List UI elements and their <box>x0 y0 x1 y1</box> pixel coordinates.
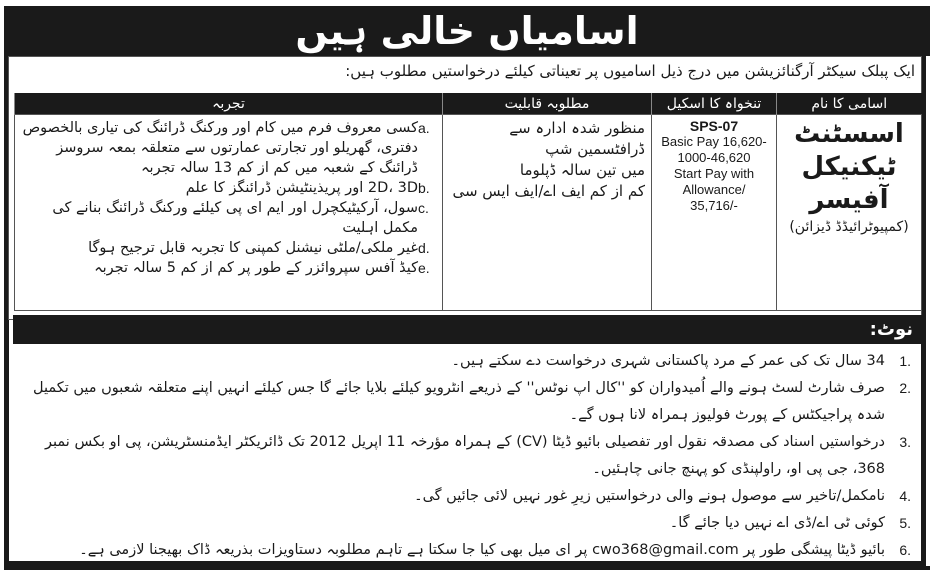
ad-title: اسامیاں خالی ہیں <box>4 6 930 56</box>
experience-text: کسی معروف فرم میں کام اور ورکنگ ڈرائنگ کی تیاری بالخصوص دفتری، گھریلو اور تجارتی عمارتوں سے متعلقہ بمعہ سروسز ڈرائنگ کے شعبہ میں کم از کم 13 سالہ تجربہ <box>22 120 418 176</box>
experience-text: غیر ملکی/ملٹی نیشنل کمپنی کا تجربہ قابل ترجیح ہوگا <box>88 240 418 256</box>
note-text: نامکمل/تاخیر سے موصول ہونے والی درخواستیں زیرِ غور نہیں لائی جائیں گی۔ <box>414 488 885 504</box>
start-pay-line1: Start Pay with <box>673 166 755 181</box>
experience-label: e. <box>418 260 430 276</box>
experience-label: d. <box>418 240 430 256</box>
post-subtitle: (کمپیوٹرائیڈڈ ڈیزائن) <box>789 219 909 235</box>
start-pay-line3: 35,716/- <box>690 198 738 213</box>
jobs-table <box>14 93 922 311</box>
notes-heading: نوٹ: <box>13 315 923 344</box>
experience-text: سول، آرکیٹیکچرل اور ایم ای پی کیلئے ورکنگ ڈرائنگ بنانے کی مکمل اہلیت <box>52 200 418 236</box>
experience-text: 2D، 3D اور پریذینٹیشن ڈرائنگز کا علم <box>185 180 418 196</box>
experience-label: c. <box>418 200 429 216</box>
note-item <box>11 510 911 537</box>
qualification-line: میں تین سالہ ڈپلوما <box>519 161 645 179</box>
note-text: بائیو ڈیٹا پیشگی طور پر cwo368@gmail.com پر ای میل بھی کیا جا سکتا ہے تاہم مطلوبہ دستاویزات بذریعہ ڈاک بھیجنا لازمی ہے۔ <box>79 542 885 558</box>
experience-item <box>21 258 436 278</box>
header-experience: تجربہ <box>15 93 443 115</box>
experience-item <box>21 238 436 258</box>
basic-pay-line2: 1000-46,620 <box>677 150 751 165</box>
note-number: 4. <box>899 488 911 504</box>
experience-item <box>21 198 436 238</box>
note-number: 1. <box>899 353 911 369</box>
note-item <box>11 375 911 429</box>
experience-text: کیڈ آفس سپروائزر کے طور پر کم از کم 5 سالہ تجربہ <box>94 260 418 276</box>
header-qualification: مطلوبہ قابلیت <box>443 93 652 115</box>
note-number: 3. <box>899 434 911 450</box>
bottom-border <box>4 566 930 570</box>
note-text: کوئی ٹی اے/ڈی اے نہیں دیا جائے گا۔ <box>669 515 885 531</box>
note-number: 2. <box>899 380 911 396</box>
experience-label: b. <box>418 180 430 196</box>
qualification-line: کم از کم ایف اے/ایف ایس سی <box>452 182 645 200</box>
qualification-cell <box>443 115 652 311</box>
start-pay-line2: Allowance/ <box>682 182 746 197</box>
notes-list <box>11 348 911 564</box>
pay-scale: SPS-07 <box>689 118 739 134</box>
note-item <box>11 429 911 483</box>
table-row <box>15 115 922 311</box>
header-pay-scale: تنخواہ کا اسکیل <box>652 93 777 115</box>
table-header-row <box>15 93 922 115</box>
qualification-line: منظور شدہ ادارہ سے ڈرافٹسمین شپ <box>509 119 645 158</box>
note-text: درخواستیں اسناد کی مصدقہ نقول اور تفصیلی بائیو ڈیٹا (CV) کے ہمراہ مؤرخہ 11 اپریل 2012 تک ڈائریکٹر ایڈمنسٹریشن، پی او بکس نمبر 368، جی پی او، راولپنڈی کو پہنچ جانی چاہئیں۔ <box>45 434 885 477</box>
basic-pay-line1: Basic Pay 16,620- <box>661 134 767 149</box>
experience-cell <box>15 115 443 311</box>
experience-item <box>21 118 436 178</box>
note-item <box>11 348 911 375</box>
note-number: 6. <box>899 542 911 558</box>
note-text: 34 سال تک کی عمر کے مرد پاکستانی شہری درخواست دے سکتے ہیں۔ <box>451 353 885 369</box>
experience-item <box>21 178 436 198</box>
post-name-cell <box>777 115 922 311</box>
note-text: صرف شارٹ لسٹ ہونے والے اُمیدواران کو ''کال اپ نوٹس'' کے ذریعے انٹرویو کیلئے بلایا جائے گا جس کیلئے انہیں اپنے متعلقہ شعبوں میں تکمیل شدہ پراجیکٹس کے پورٹ فولیوز ہمراہ لانا ہوں گے۔ <box>32 380 885 423</box>
experience-label: a. <box>418 120 430 136</box>
note-number: 5. <box>899 515 911 531</box>
pay-scale-cell <box>652 115 777 311</box>
note-item <box>11 537 911 564</box>
header-post-name: اسامی کا نام <box>777 93 922 115</box>
post-name: اسسٹنٹ ٹیکنیکل آفیسر <box>794 119 904 215</box>
note-item <box>11 483 911 510</box>
intro-text: ایک پبلک سیکٹر آرگنائزیشن میں درج ذیل اسامیوں پر تعیناتی کیلئے درخواستیں مطلوب ہیں: <box>345 62 915 80</box>
